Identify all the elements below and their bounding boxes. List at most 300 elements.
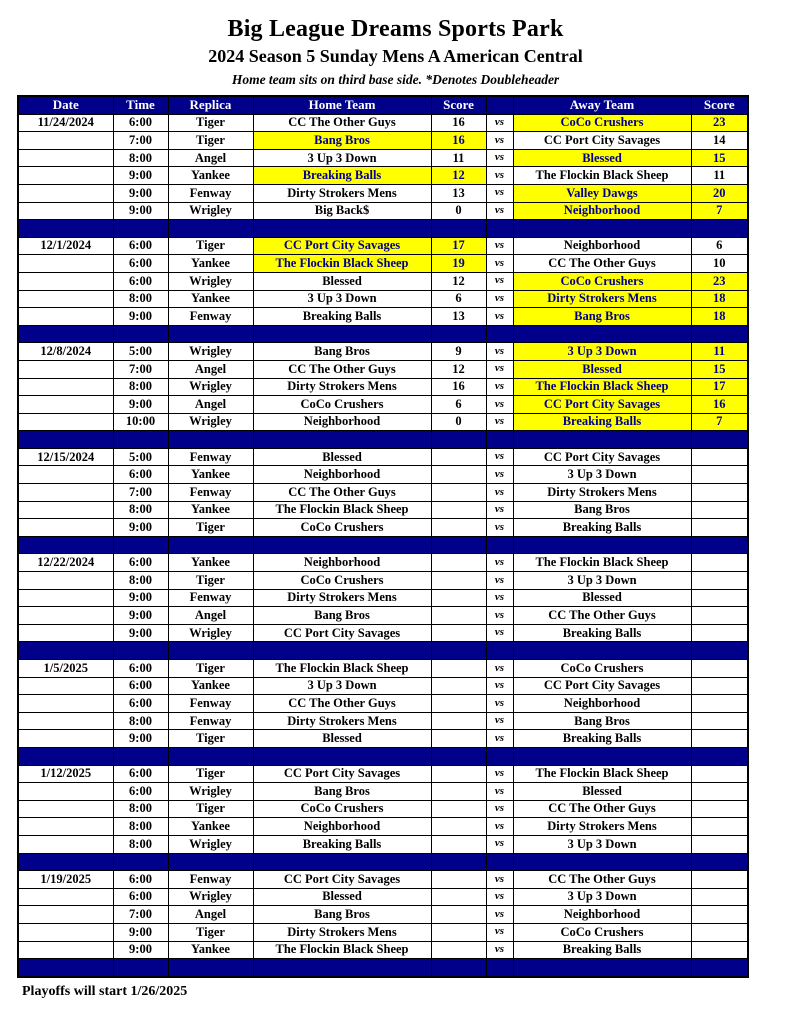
date-cell: 12/8/2024 (18, 343, 113, 361)
home-score-cell (431, 519, 486, 537)
away-score-cell: 7 (691, 413, 748, 431)
time-cell: 6:00 (113, 466, 168, 484)
away-score-cell (691, 730, 748, 748)
away-team-cell: 3 Up 3 Down (513, 466, 691, 484)
separator-cell (18, 959, 113, 977)
replica-cell: Angel (168, 360, 253, 378)
home-team-cell: Blessed (253, 448, 431, 466)
home-team-cell: CC Port City Savages (253, 871, 431, 889)
date-cell (18, 308, 113, 326)
home-score-cell: 11 (431, 149, 486, 167)
away-score-cell: 18 (691, 290, 748, 308)
replica-cell: Fenway (168, 308, 253, 326)
away-team-cell: CC Port City Savages (513, 677, 691, 695)
replica-cell: Tiger (168, 572, 253, 590)
date-cell (18, 290, 113, 308)
vs-label: vs (486, 677, 513, 695)
away-score-cell: 20 (691, 184, 748, 202)
away-score-cell (691, 519, 748, 537)
home-score-cell: 12 (431, 272, 486, 290)
separator-cell (253, 431, 431, 449)
schedule-table (17, 95, 749, 978)
separator-cell (253, 536, 431, 554)
home-score-cell (431, 923, 486, 941)
separator-cell (486, 959, 513, 977)
separator-cell (486, 853, 513, 871)
separator-cell (486, 747, 513, 765)
home-team-cell: Dirty Strokers Mens (253, 378, 431, 396)
home-team-cell: Dirty Strokers Mens (253, 589, 431, 607)
time-cell: 9:00 (113, 730, 168, 748)
replica-cell: Yankee (168, 255, 253, 273)
separator-cell (431, 853, 486, 871)
home-score-cell: 13 (431, 308, 486, 326)
game-row (18, 501, 748, 519)
away-score-cell (691, 554, 748, 572)
game-row (18, 554, 748, 572)
away-team-cell: CC Port City Savages (513, 448, 691, 466)
replica-cell: Wrigley (168, 272, 253, 290)
vs-label: vs (486, 184, 513, 202)
separator-cell (168, 431, 253, 449)
away-score-cell: 18 (691, 308, 748, 326)
home-score-cell: 0 (431, 413, 486, 431)
game-row (18, 923, 748, 941)
separator-cell (486, 642, 513, 660)
time-cell: 9:00 (113, 308, 168, 326)
vs-label: vs (486, 818, 513, 836)
column-header-replica: Replica (168, 96, 253, 114)
date-cell (18, 712, 113, 730)
home-team-cell: CC The Other Guys (253, 360, 431, 378)
header-row (18, 96, 748, 114)
game-row (18, 202, 748, 220)
time-cell: 6:00 (113, 765, 168, 783)
replica-cell: Wrigley (168, 624, 253, 642)
away-team-cell: Breaking Balls (513, 730, 691, 748)
game-row (18, 607, 748, 625)
game-row (18, 783, 748, 801)
separator-cell (513, 220, 691, 238)
home-score-cell: 17 (431, 237, 486, 255)
separator-cell (253, 220, 431, 238)
replica-cell: Fenway (168, 448, 253, 466)
vs-label: vs (486, 114, 513, 132)
game-row (18, 800, 748, 818)
away-team-cell: Neighborhood (513, 906, 691, 924)
vs-label: vs (486, 624, 513, 642)
away-team-cell: CoCo Crushers (513, 660, 691, 678)
separator-cell (513, 325, 691, 343)
vs-label: vs (486, 167, 513, 185)
separator-cell (113, 431, 168, 449)
separator-cell (113, 536, 168, 554)
home-score-cell: 9 (431, 343, 486, 361)
away-team-cell: Neighborhood (513, 237, 691, 255)
separator-cell (691, 220, 748, 238)
home-team-cell: CC The Other Guys (253, 484, 431, 502)
replica-cell: Angel (168, 607, 253, 625)
away-score-cell: 17 (691, 378, 748, 396)
home-score-cell (431, 888, 486, 906)
separator-cell (168, 853, 253, 871)
game-row (18, 712, 748, 730)
replica-cell: Yankee (168, 167, 253, 185)
away-score-cell (691, 677, 748, 695)
vs-label: vs (486, 396, 513, 414)
vs-label: vs (486, 572, 513, 590)
replica-cell: Wrigley (168, 378, 253, 396)
date-cell (18, 519, 113, 537)
time-cell: 6:00 (113, 237, 168, 255)
game-row (18, 343, 748, 361)
time-cell: 9:00 (113, 624, 168, 642)
separator-cell (113, 220, 168, 238)
home-score-cell (431, 660, 486, 678)
game-row (18, 114, 748, 132)
home-score-cell (431, 835, 486, 853)
separator-row (18, 431, 748, 449)
away-team-cell: CoCo Crushers (513, 272, 691, 290)
game-row (18, 167, 748, 185)
away-team-cell: CoCo Crushers (513, 114, 691, 132)
home-team-cell: Blessed (253, 272, 431, 290)
column-header-home-team: Home Team (253, 96, 431, 114)
vs-label: vs (486, 484, 513, 502)
replica-cell: Fenway (168, 871, 253, 889)
time-cell: 7:00 (113, 484, 168, 502)
away-team-cell: Neighborhood (513, 695, 691, 713)
game-row (18, 149, 748, 167)
separator-cell (691, 747, 748, 765)
replica-cell: Yankee (168, 818, 253, 836)
away-score-cell (691, 695, 748, 713)
time-cell: 8:00 (113, 149, 168, 167)
away-score-cell (691, 660, 748, 678)
separator-cell (253, 325, 431, 343)
vs-label: vs (486, 695, 513, 713)
vs-label: vs (486, 290, 513, 308)
replica-cell: Yankee (168, 290, 253, 308)
game-row (18, 396, 748, 414)
replica-cell: Wrigley (168, 783, 253, 801)
time-cell: 6:00 (113, 677, 168, 695)
away-team-cell: The Flockin Black Sheep (513, 554, 691, 572)
away-team-cell: 3 Up 3 Down (513, 572, 691, 590)
date-cell (18, 800, 113, 818)
time-cell: 9:00 (113, 184, 168, 202)
separator-cell (691, 325, 748, 343)
game-row (18, 255, 748, 273)
home-team-cell: Bang Bros (253, 132, 431, 150)
replica-cell: Fenway (168, 712, 253, 730)
away-score-cell: 23 (691, 114, 748, 132)
separator-cell (18, 431, 113, 449)
time-cell: 8:00 (113, 572, 168, 590)
column-header-home-score: Score (431, 96, 486, 114)
date-cell (18, 378, 113, 396)
away-score-cell (691, 607, 748, 625)
game-row (18, 519, 748, 537)
date-cell (18, 941, 113, 959)
page-subtitle: 2024 Season 5 Sunday Mens A American Central (208, 46, 583, 66)
time-cell: 6:00 (113, 114, 168, 132)
time-cell: 6:00 (113, 554, 168, 572)
away-score-cell (691, 888, 748, 906)
separator-cell (513, 747, 691, 765)
time-cell: 6:00 (113, 272, 168, 290)
home-score-cell (431, 607, 486, 625)
separator-row (18, 642, 748, 660)
game-row (18, 184, 748, 202)
date-cell (18, 360, 113, 378)
replica-cell: Wrigley (168, 343, 253, 361)
time-cell: 7:00 (113, 360, 168, 378)
home-score-cell (431, 554, 486, 572)
date-cell (18, 184, 113, 202)
column-header-away-team: Away Team (513, 96, 691, 114)
replica-cell: Yankee (168, 501, 253, 519)
time-cell: 9:00 (113, 607, 168, 625)
separator-cell (253, 853, 431, 871)
separator-cell (691, 431, 748, 449)
time-cell: 8:00 (113, 800, 168, 818)
column-header-vs (486, 96, 513, 114)
time-cell: 9:00 (113, 519, 168, 537)
away-score-cell (691, 624, 748, 642)
separator-cell (253, 959, 431, 977)
home-team-cell: Breaking Balls (253, 167, 431, 185)
game-row (18, 413, 748, 431)
away-team-cell: Bang Bros (513, 308, 691, 326)
separator-cell (431, 536, 486, 554)
away-score-cell (691, 941, 748, 959)
home-score-cell (431, 677, 486, 695)
separator-cell (113, 325, 168, 343)
away-team-cell: Breaking Balls (513, 519, 691, 537)
date-cell (18, 695, 113, 713)
date-cell (18, 484, 113, 502)
vs-label: vs (486, 783, 513, 801)
separator-row (18, 747, 748, 765)
away-score-cell (691, 448, 748, 466)
date-cell (18, 730, 113, 748)
away-team-cell: Breaking Balls (513, 941, 691, 959)
time-cell: 9:00 (113, 923, 168, 941)
vs-label: vs (486, 360, 513, 378)
home-score-cell (431, 765, 486, 783)
replica-cell: Tiger (168, 923, 253, 941)
date-cell (18, 589, 113, 607)
game-row (18, 484, 748, 502)
vs-label: vs (486, 589, 513, 607)
date-cell (18, 624, 113, 642)
separator-cell (431, 959, 486, 977)
away-team-cell: CoCo Crushers (513, 923, 691, 941)
date-cell (18, 202, 113, 220)
home-team-cell: Bang Bros (253, 343, 431, 361)
separator-row (18, 853, 748, 871)
game-row (18, 888, 748, 906)
time-cell: 8:00 (113, 712, 168, 730)
home-score-cell: 6 (431, 396, 486, 414)
date-cell: 12/22/2024 (18, 554, 113, 572)
date-cell (18, 149, 113, 167)
date-cell (18, 167, 113, 185)
vs-label: vs (486, 501, 513, 519)
replica-cell: Tiger (168, 132, 253, 150)
away-score-cell (691, 818, 748, 836)
home-score-cell: 12 (431, 167, 486, 185)
home-team-cell: 3 Up 3 Down (253, 149, 431, 167)
home-score-cell: 16 (431, 378, 486, 396)
time-cell: 6:00 (113, 255, 168, 273)
page-title: Big League Dreams Sports Park (227, 16, 564, 42)
away-score-cell (691, 572, 748, 590)
home-score-cell (431, 589, 486, 607)
column-header-date: Date (18, 96, 113, 114)
away-team-cell: Blessed (513, 360, 691, 378)
home-score-cell: 19 (431, 255, 486, 273)
replica-cell: Wrigley (168, 888, 253, 906)
vs-label: vs (486, 923, 513, 941)
separator-cell (486, 325, 513, 343)
home-team-cell: CoCo Crushers (253, 396, 431, 414)
home-score-cell: 0 (431, 202, 486, 220)
away-team-cell: Valley Dawgs (513, 184, 691, 202)
replica-cell: Yankee (168, 677, 253, 695)
away-score-cell (691, 800, 748, 818)
vs-label: vs (486, 888, 513, 906)
separator-row (18, 220, 748, 238)
replica-cell: Tiger (168, 800, 253, 818)
away-score-cell (691, 501, 748, 519)
playoffs-note: Playoffs will start 1/26/2025 (22, 983, 188, 999)
replica-cell: Yankee (168, 941, 253, 959)
home-team-cell: Neighborhood (253, 554, 431, 572)
home-score-cell: 16 (431, 132, 486, 150)
home-score-cell (431, 871, 486, 889)
home-score-cell (431, 466, 486, 484)
time-cell: 8:00 (113, 378, 168, 396)
time-cell: 7:00 (113, 906, 168, 924)
date-cell (18, 677, 113, 695)
home-team-cell: Dirty Strokers Mens (253, 712, 431, 730)
date-cell (18, 132, 113, 150)
away-team-cell: Blessed (513, 589, 691, 607)
away-score-cell (691, 835, 748, 853)
away-team-cell: The Flockin Black Sheep (513, 765, 691, 783)
home-team-cell: The Flockin Black Sheep (253, 501, 431, 519)
vs-label: vs (486, 448, 513, 466)
column-header-time: Time (113, 96, 168, 114)
home-team-cell: Breaking Balls (253, 308, 431, 326)
time-cell: 9:00 (113, 941, 168, 959)
home-team-cell: Neighborhood (253, 466, 431, 484)
home-team-cell: CoCo Crushers (253, 519, 431, 537)
vs-label: vs (486, 308, 513, 326)
time-cell: 6:00 (113, 695, 168, 713)
date-cell: 12/15/2024 (18, 448, 113, 466)
vs-label: vs (486, 149, 513, 167)
vs-label: vs (486, 941, 513, 959)
separator-row (18, 959, 748, 977)
separator-cell (18, 220, 113, 238)
replica-cell: Wrigley (168, 413, 253, 431)
home-score-cell (431, 818, 486, 836)
game-row (18, 132, 748, 150)
home-score-cell: 16 (431, 114, 486, 132)
separator-cell (486, 536, 513, 554)
away-score-cell: 15 (691, 360, 748, 378)
time-cell: 8:00 (113, 290, 168, 308)
date-cell (18, 783, 113, 801)
game-row (18, 466, 748, 484)
vs-label: vs (486, 378, 513, 396)
vs-label: vs (486, 871, 513, 889)
game-row (18, 360, 748, 378)
away-team-cell: 3 Up 3 Down (513, 343, 691, 361)
date-cell (18, 923, 113, 941)
home-team-cell: Bang Bros (253, 607, 431, 625)
home-score-cell (431, 624, 486, 642)
game-row (18, 818, 748, 836)
home-score-cell: 13 (431, 184, 486, 202)
away-score-cell (691, 923, 748, 941)
game-row (18, 765, 748, 783)
away-score-cell (691, 906, 748, 924)
away-team-cell: Dirty Strokers Mens (513, 818, 691, 836)
home-team-cell: CC Port City Savages (253, 624, 431, 642)
vs-label: vs (486, 343, 513, 361)
away-score-cell: 7 (691, 202, 748, 220)
home-score-cell (431, 448, 486, 466)
date-cell (18, 501, 113, 519)
time-cell: 6:00 (113, 871, 168, 889)
home-team-cell: CC The Other Guys (253, 114, 431, 132)
away-team-cell: Dirty Strokers Mens (513, 290, 691, 308)
time-cell: 8:00 (113, 835, 168, 853)
home-team-cell: Big Back$ (253, 202, 431, 220)
game-row (18, 730, 748, 748)
time-cell: 6:00 (113, 783, 168, 801)
date-cell (18, 818, 113, 836)
separator-cell (168, 325, 253, 343)
separator-cell (431, 220, 486, 238)
home-team-cell: CC The Other Guys (253, 695, 431, 713)
away-team-cell: Breaking Balls (513, 624, 691, 642)
separator-cell (253, 747, 431, 765)
time-cell: 6:00 (113, 660, 168, 678)
game-row (18, 871, 748, 889)
away-score-cell: 11 (691, 167, 748, 185)
home-team-cell: Blessed (253, 888, 431, 906)
home-score-cell (431, 730, 486, 748)
time-cell: 5:00 (113, 448, 168, 466)
away-score-cell (691, 466, 748, 484)
home-score-cell (431, 906, 486, 924)
time-cell: 6:00 (113, 888, 168, 906)
replica-cell: Fenway (168, 184, 253, 202)
replica-cell: Yankee (168, 466, 253, 484)
date-cell (18, 835, 113, 853)
home-team-cell: Neighborhood (253, 413, 431, 431)
date-cell (18, 572, 113, 590)
home-score-cell (431, 484, 486, 502)
date-cell: 1/19/2025 (18, 871, 113, 889)
away-team-cell: 3 Up 3 Down (513, 835, 691, 853)
away-team-cell: Bang Bros (513, 712, 691, 730)
